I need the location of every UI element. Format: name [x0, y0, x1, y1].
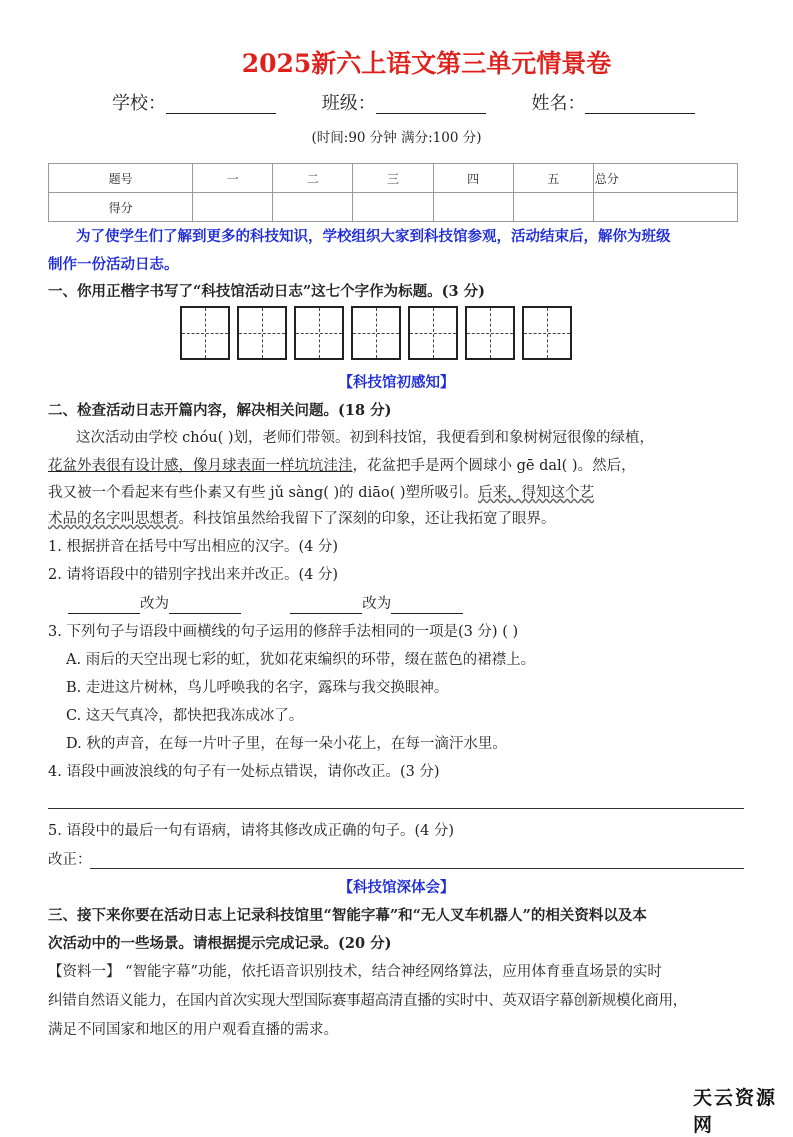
exam-time: (时间:90 分钟 满分:100 分) — [311, 130, 482, 146]
writing-box[interactable] — [294, 306, 344, 360]
table-cell[interactable] — [273, 193, 353, 222]
option-c: C. 这天气真冷，都快把我冻成冰了。 — [66, 708, 304, 724]
question-1: 一、你用正楷字书写了“科技馆活动日志”这七个字作为标题。(3 分) — [48, 283, 486, 300]
writing-grid — [180, 306, 572, 360]
table-cell: 五 — [513, 164, 593, 193]
intro-line: 制作一份活动日志。 — [48, 256, 179, 273]
intro-line: 为了使学生们了解到更多的科技知识，学校组织大家到科技馆参观，活动结束后，解你为班级 — [76, 228, 671, 245]
section-heading: 【科技馆深体会】 — [338, 879, 455, 896]
class-field[interactable] — [376, 95, 486, 114]
score-table — [48, 163, 738, 222]
sub-question: 4. 语段中画波浪线的句子有一处标点错误，请你改正。(3 分) — [48, 764, 440, 780]
table-cell: 二 — [273, 164, 353, 193]
name-field[interactable] — [585, 95, 695, 114]
table-cell: 题号 — [49, 164, 193, 193]
option-a: A. 雨后的天空出现七彩的虹，犹如花束编织的环带，缀在蓝色的裙襟上。 — [66, 652, 536, 668]
table-cell[interactable] — [513, 193, 593, 222]
option-b: B. 走进这片树林，鸟儿呼唤我的名字，露珠与我交换眼神。 — [66, 680, 449, 696]
question-3: 三、接下来你要在活动日志上记录科技馆里“智能字幕”和“无人叉车机器人”的相关资料以及本 — [48, 907, 647, 924]
table-cell: 三 — [353, 164, 433, 193]
student-info — [112, 94, 695, 114]
correction-blanks — [68, 594, 463, 614]
text: ，花盆把手是两个圆球小 gē dal( )。然后， — [352, 458, 636, 474]
material-line: 满足不同国家和地区的用户观看直播的需求。 — [48, 1022, 338, 1038]
answer-line[interactable] — [90, 868, 744, 869]
table-cell: 一 — [193, 164, 273, 193]
paragraph-line — [48, 483, 594, 503]
school-field[interactable] — [166, 95, 276, 114]
answer-blank[interactable] — [68, 597, 140, 614]
class-label: 班级： — [321, 93, 376, 114]
sub-question: 3. 下列句子与语段中画横线的句子运用的修辞手法相同的一项是(3 分) ( ) — [48, 624, 519, 640]
material-line: 纠错自然语义能力，在国内首次实现大型国际赛事超高清直播的实时中、英双语字幕创新规模化商用， — [48, 993, 687, 1009]
watermark-logo: 天云资源网 — [693, 1087, 778, 1136]
school-label: 学校： — [112, 93, 166, 114]
table-cell[interactable] — [593, 193, 737, 222]
answer-blank[interactable] — [391, 597, 463, 614]
question-2: 二、检查活动日志开篇内容，解决相关问题。(18 分) — [48, 402, 392, 419]
sub-question: 2. 请将语段中的错别字找出来并改正。(4 分) — [48, 567, 339, 583]
table-cell[interactable] — [193, 193, 273, 222]
writing-box[interactable] — [522, 306, 572, 360]
paragraph-line — [48, 456, 636, 476]
text: 改为 — [362, 596, 392, 612]
wavy-sentence: 后来，得知这个艺 — [478, 485, 595, 501]
section-heading: 【科技馆初感知】 — [338, 374, 455, 391]
wavy-sentence: 术品的名字叫思想者 — [48, 511, 179, 527]
text: 。科技馆虽然给我留下了深刻的印象，还让我拓宽了眼界。 — [178, 511, 556, 527]
page-title: 2025新六上语文第三单元情景卷 — [241, 49, 612, 78]
table-cell: 得分 — [49, 193, 193, 222]
option-d: D. 秋的声音，在每一片叶子里，在每一朵小花上，在每一滴汗水里。 — [66, 736, 507, 752]
sub-question: 5. 语段中的最后一句有语病，请将其修改成正确的句子。(4 分) — [48, 823, 455, 839]
question-3: 次活动中的一些场景。请根据提示完成记录。(20 分) — [48, 935, 392, 952]
answer-blank[interactable] — [169, 597, 241, 614]
answer-line[interactable] — [48, 808, 744, 809]
answer-blank[interactable] — [290, 597, 362, 614]
table-cell: 四 — [433, 164, 513, 193]
table-row — [49, 193, 738, 222]
paragraph-line: 这次活动由学校 chóu( )划，老师们带领。初到科技馆，我便看到和象树树冠很像的绿植， — [76, 430, 655, 446]
name-label: 姓名： — [531, 93, 586, 114]
underlined-sentence: 花盆外表很有设计感，像月球表面一样坑坑洼洼 — [48, 458, 353, 474]
table-row — [49, 164, 738, 193]
writing-box[interactable] — [465, 306, 515, 360]
writing-box[interactable] — [237, 306, 287, 360]
sub-question: 1. 根据拼音在括号中写出相应的汉字。(4 分) — [48, 539, 339, 555]
table-cell[interactable] — [353, 193, 433, 222]
paragraph-line — [48, 509, 556, 529]
writing-box[interactable] — [408, 306, 458, 360]
table-cell[interactable] — [433, 193, 513, 222]
table-cell: 总分 — [593, 164, 737, 193]
material-line: 【资料一】 “智能字幕”功能，依托语音识别技术，结合神经网络算法，应用体育垂直场景的实时 — [48, 964, 662, 980]
writing-box[interactable] — [351, 306, 401, 360]
writing-box[interactable] — [180, 306, 230, 360]
correct-label: 改正： — [48, 852, 92, 868]
text: 我又被一个看起来有些仆素又有些 jǔ sàng( )的 diāo( )塑所吸引。 — [48, 485, 479, 501]
text: 改为 — [140, 596, 169, 612]
